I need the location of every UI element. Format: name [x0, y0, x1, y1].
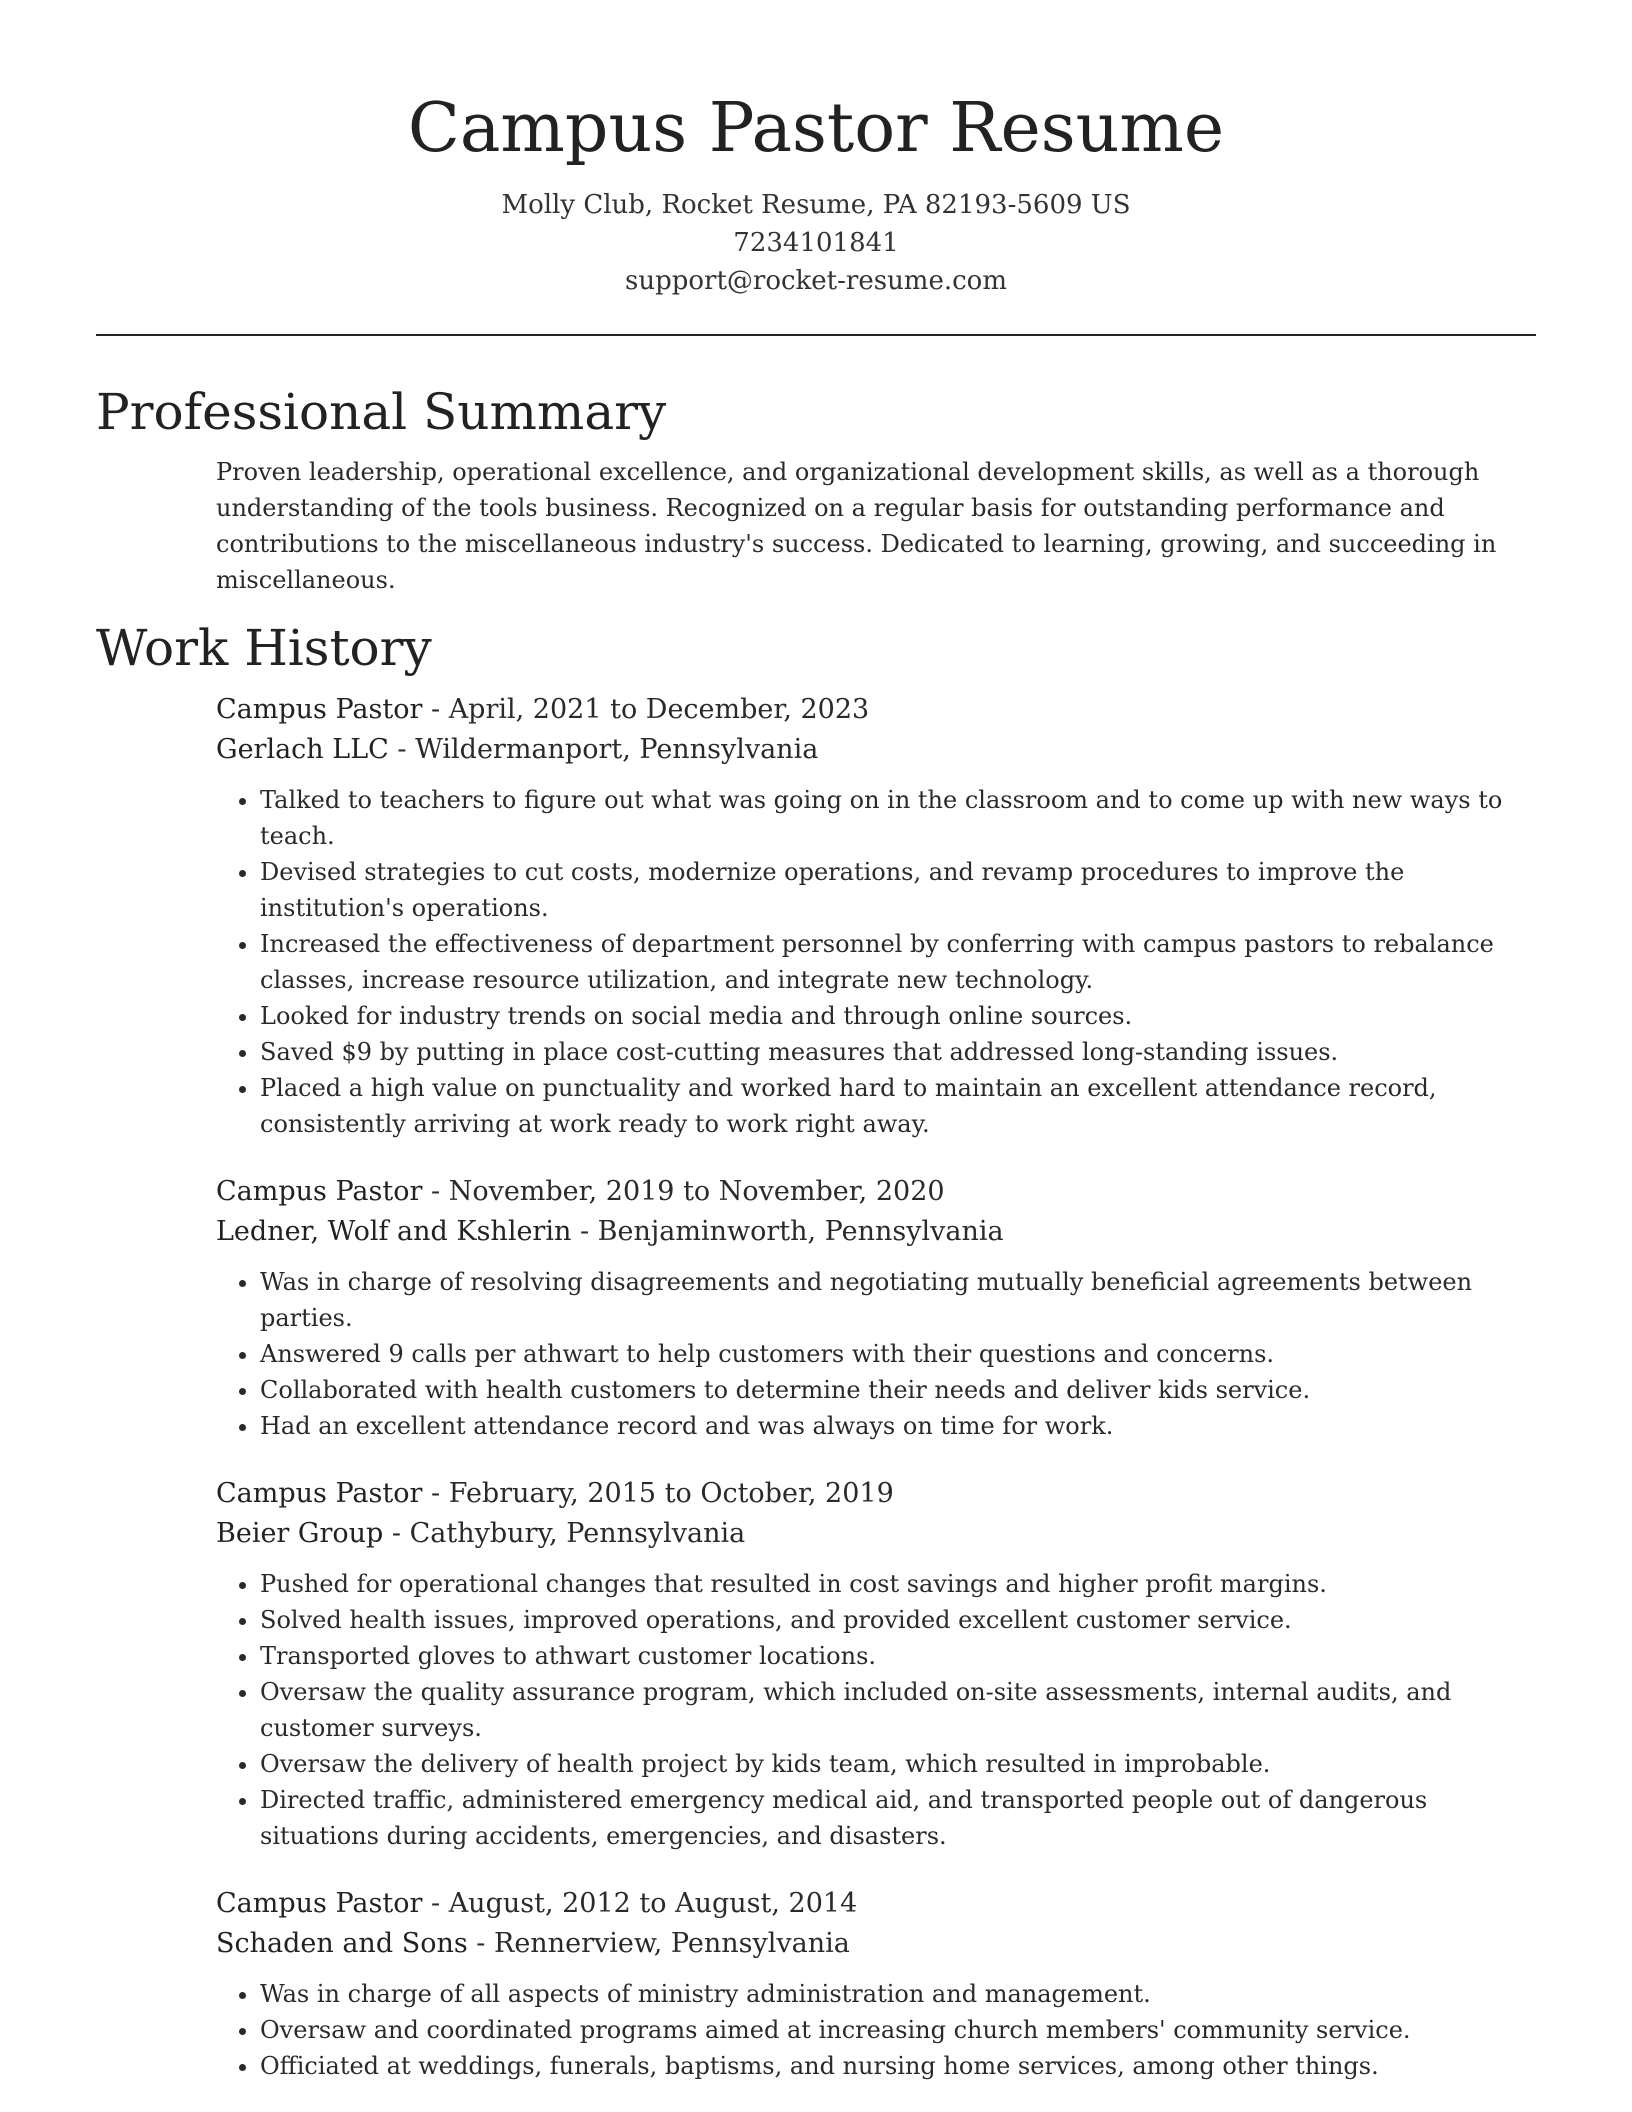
separator: - [383, 1518, 410, 1549]
resume-header [96, 0, 1536, 300]
job-location: Wildermanport, Pennsylvania [415, 734, 819, 765]
summary-text: Proven leadership, operational excellence, and organizational development skills, as well as a thorough understanding of the tools business. Recognized on a regular basis for outstanding performance and contributions to the miscellaneous industry's success. Dedicated to learning, growing, and succeeding in miscellaneous. [216, 458, 1497, 594]
job-title: Campus Pastor [216, 1478, 423, 1509]
job-bullet: • Directed traffic, administered emergency medical aid, and transported people out of dangerous situations during accidents, emergencies, and disasters. [260, 1782, 1536, 1854]
job-bullet-list [216, 1976, 1536, 2084]
summary-heading: Professional Summary [96, 383, 667, 441]
job-company-line [216, 1514, 1536, 1554]
job-bullet: • Was in charge of resolving disagreements and negotiating mutually beneficial agreements between parties. [260, 1264, 1536, 1336]
summary-section [96, 380, 1536, 598]
job-bullet-list [216, 1566, 1536, 1854]
contact-info [96, 186, 1536, 300]
job-company-line [216, 730, 1536, 770]
job-bullet: • Oversaw the delivery of health project by kids team, which resulted in improbable. [260, 1746, 1536, 1782]
job-entry [216, 690, 1536, 1142]
job-company: Gerlach LLC [216, 734, 389, 765]
job-bullet: • Talked to teachers to figure out what was going on in the classroom and to come up with new ways to teach. [260, 782, 1536, 854]
job-location: Rennerview, Pennsylvania [494, 1928, 850, 1959]
job-title-line [216, 1172, 1536, 1212]
resume-title: Campus Pastor Resume [407, 89, 1225, 168]
job-bullet: • Collaborated with health customers to determine their needs and deliver kids service. [260, 1372, 1536, 1408]
header-divider [96, 334, 1536, 336]
job-dates: August, 2012 to August, 2014 [448, 1888, 858, 1919]
separator: - [388, 734, 416, 765]
contact-address: Molly Club, Rocket Resume, PA 82193-5609 US [501, 190, 1131, 220]
job-title: Campus Pastor [216, 1176, 423, 1207]
job-dates: April, 2021 to December, 2023 [448, 694, 870, 725]
job-dates: November, 2019 to November, 2020 [448, 1176, 945, 1207]
job-entry [216, 1474, 1536, 1854]
job-bullet: • Oversaw and coordinated programs aimed at increasing church members' community service. [260, 2012, 1536, 2048]
separator: - [422, 1176, 449, 1207]
job-location: Benjaminworth, Pennsylvania [597, 1216, 1004, 1247]
contact-email: support@rocket-resume.com [624, 266, 1007, 296]
job-bullet: • Answered 9 calls per athwart to help customers with their questions and concerns. [260, 1336, 1536, 1372]
job-bullet: • Officiated at weddings, funerals, baptisms, and nursing home services, among other things. [260, 2048, 1536, 2084]
job-bullet: • Oversaw the quality assurance program, which included on-site assessments, internal audits, and customer surveys. [260, 1674, 1536, 1746]
job-title: Campus Pastor [216, 694, 423, 725]
job-bullet-list [216, 782, 1536, 1142]
job-bullet: • Was in charge of all aspects of ministry administration and management. [260, 1976, 1536, 2012]
job-dates: February, 2015 to October, 2019 [448, 1478, 894, 1509]
job-entry [216, 1884, 1536, 2084]
job-bullet: • Pushed for operational changes that resulted in cost savings and higher profit margins. [260, 1566, 1536, 1602]
job-company: Ledner, Wolf and Kshlerin [216, 1216, 572, 1247]
job-title-line [216, 1884, 1536, 1924]
job-bullet-list [216, 1264, 1536, 1444]
job-bullet: • Increased the effectiveness of department personnel by conferring with campus pastors to rebalance classes, increase resource utilization, and integrate new technology. [260, 926, 1536, 998]
separator: - [422, 1888, 449, 1919]
job-location: Cathybury, Pennsylvania [409, 1518, 746, 1549]
job-bullet: • Solved health issues, improved operations, and provided excellent customer service. [260, 1602, 1536, 1638]
job-entry [216, 1172, 1536, 1444]
job-bullet: • Transported gloves to athwart customer locations. [260, 1638, 1536, 1674]
job-title: Campus Pastor [216, 1888, 423, 1919]
job-company-line [216, 1212, 1536, 1252]
job-company-line [216, 1924, 1536, 1964]
job-title-line [216, 1474, 1536, 1514]
job-company: Beier Group [216, 1518, 384, 1549]
contact-phone: 7234101841 [733, 228, 899, 258]
job-bullet: • Devised strategies to cut costs, modernize operations, and revamp procedures to improve the institution's operations. [260, 854, 1536, 926]
job-title-line [216, 690, 1536, 730]
job-bullet: • Had an excellent attendance record and was always on time for work. [260, 1408, 1536, 1444]
separator: - [467, 1928, 494, 1959]
work-history-heading: Work History [96, 619, 432, 677]
job-bullet: • Placed a high value on punctuality and worked hard to maintain an excellent attendance record, consistently arriving at work ready to work right away. [260, 1070, 1536, 1142]
separator: - [422, 694, 449, 725]
work-history-section [96, 616, 1536, 2084]
job-bullet: • Looked for industry trends on social media and through online sources. [260, 998, 1536, 1034]
job-bullet: • Saved $9 by putting in place cost-cutting measures that addressed long-standing issues. [260, 1034, 1536, 1070]
separator: - [422, 1478, 449, 1509]
job-company: Schaden and Sons [216, 1928, 468, 1959]
separator: - [571, 1216, 598, 1247]
